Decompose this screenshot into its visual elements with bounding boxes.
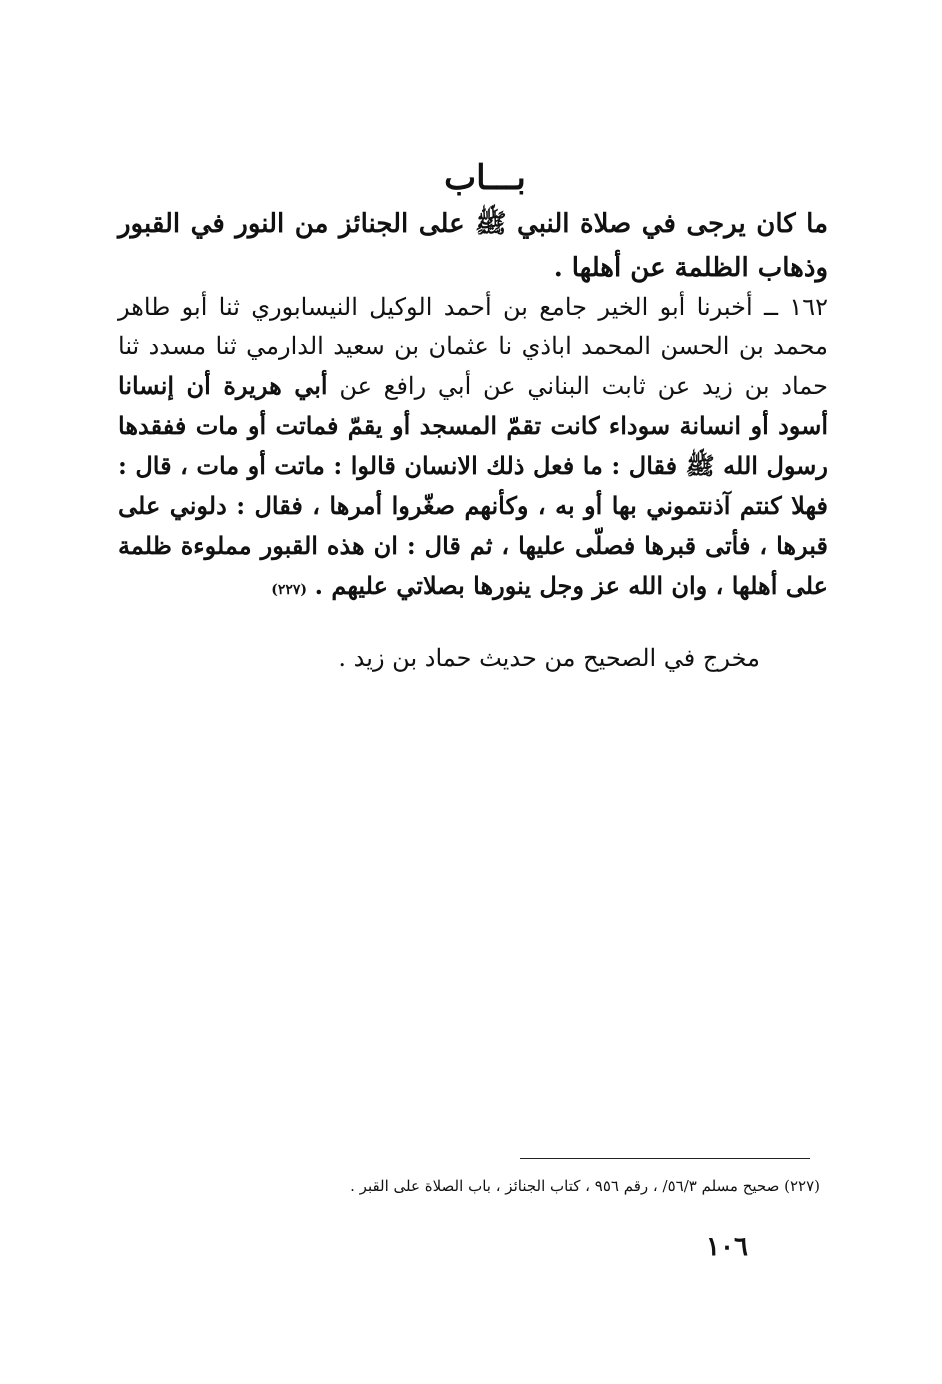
page-number: ١٠٦ bbox=[706, 1232, 748, 1262]
chapter-heading: بـــاب bbox=[444, 158, 526, 198]
hadith-paragraph bbox=[118, 288, 828, 610]
hadith-dash: ــ bbox=[752, 293, 790, 321]
hadith-number: ١٦٢ bbox=[789, 293, 828, 321]
chapter-title: ما كان يرجى في صلاة النبي ﷺ على الجنائز من النور في القبور وذهاب الظلمة عن أهلها . bbox=[118, 209, 828, 283]
footnote-divider bbox=[520, 1158, 810, 1159]
footnote-reference: (٢٢٧) bbox=[271, 582, 308, 598]
footnote: (٢٢٧) صحيح مسلم ٥٦/٣/ ، رقم ٩٥٦ ، كتاب الجنائز ، باب الصلاة على القبر . bbox=[350, 1177, 820, 1195]
hadith-body: أبي هريرة أن إنسانا أسود أو انسانة سوداء كانت تقمّ المسجد أو يقمّ فماتت أو مات ففقدها رسول الله ﷺ فقال : ما فعل ذلك الانسان قالوا : ماتت أو مات ، قال : فهلا كنتم آذنتموني بها أو به ، وكأنهم صغّروا أمرها ، فقال : دلوني على قبرها ، فأتى قبرها فصلّى عليها ، ثم قال : ان هذه القبور مملوءة ظلمة على أهلها ، وان الله عز وجل ينورها بصلاتي عليهم . bbox=[118, 371, 828, 600]
hadith-chain: أخبرنا أبو الخير جامع بن أحمد الوكيل النيسابوري ثنا أبو طاهر محمد بن الحسن المحمد اباذي نا عثمان بن سعيد الدارمي ثنا مسدد ثنا حماد بن زيد عن ثابت البناني عن أبي رافع عن bbox=[118, 293, 829, 400]
takhrij-note: مخرج في الصحيح من حديث حماد بن زيد . bbox=[338, 644, 760, 672]
